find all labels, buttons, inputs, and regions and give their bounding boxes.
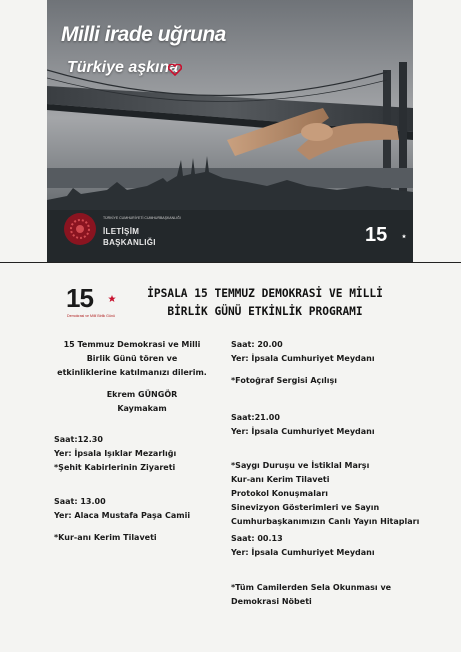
event-place: Yer: İpsala Cumhuriyet Meydanı — [231, 548, 375, 557]
event-item: Protokol Konuşmaları — [231, 489, 329, 498]
invitation-line3: etkinliklerine katılmanızı dilerim. — [57, 368, 207, 377]
hero-15-badge — [365, 224, 409, 248]
crescent-star-red-icon — [92, 286, 118, 312]
event-item: Kur-anı Kerim Tilaveti — [231, 475, 330, 484]
event-place: Yer: İpsala Işıklar Mezarlığı — [54, 449, 177, 458]
hero-subtitle-text: Türkiye aşkına — [67, 59, 179, 76]
event-time: Saat:12.30 — [54, 435, 103, 444]
event-time: Saat: 13.00 — [54, 497, 106, 506]
org-top-text: TÜRKİYE CUMHURİYETİ CUMHURBAŞKANLIĞI — [103, 216, 181, 220]
hero-subtitle — [67, 59, 178, 77]
event-time: Saat: 20.00 — [231, 340, 283, 349]
event-item: *Tüm Camilerden Sela Okunması ve — [231, 583, 392, 592]
event-1300 — [54, 495, 190, 523]
hero-title: Milli irade uğruna — [61, 23, 226, 46]
event-2100 — [231, 411, 375, 439]
event-time: Saat:21.00 — [231, 413, 280, 422]
emblem-icon — [63, 212, 97, 246]
event-1230 — [54, 433, 176, 475]
org-name-line1: İLETİŞİM — [103, 227, 140, 236]
hero-15-number: 15 — [365, 224, 388, 246]
signatory-role: Kaymakam — [117, 404, 167, 413]
event-item: *Kur-anı Kerim Tilaveti — [54, 533, 157, 542]
event-0013-items — [231, 581, 391, 609]
event-item: *Şehit Kabirlerinin Ziyareti — [54, 463, 176, 472]
signatory-name: Ekrem GÜNGÖR — [106, 390, 178, 399]
program-title — [130, 285, 400, 321]
iletisim-baskanligi-logo — [61, 207, 191, 251]
hero-image — [47, 0, 413, 262]
event-place: Yer: İpsala Cumhuriyet Meydanı — [231, 354, 375, 363]
org-name-line2: BAŞKANLIĞI — [103, 238, 156, 247]
event-item: Sinevizyon Gösterimleri ve Sayın — [231, 503, 380, 512]
program-title-line1: İPSALA 15 TEMMUZ DEMOKRASİ VE MİLLİ — [147, 287, 383, 300]
event-item: Demokrasi Nöbeti — [231, 597, 312, 606]
logo-caption: Demokrasi ve Millî Birlik Günü — [67, 314, 115, 318]
event-place: Yer: İpsala Cumhuriyet Meydanı — [231, 427, 375, 436]
program-title-line2: BİRLİK GÜNÜ ETKİNLİK PROGRAMI — [167, 305, 363, 318]
15-temmuz-logo — [60, 281, 122, 325]
invitation-line2: Birlik Günü tören ve — [86, 354, 178, 363]
event-0013 — [231, 532, 375, 560]
event-item: Cumhurbaşkanımızın Canlı Yayın Hitapları — [231, 517, 420, 526]
event-place: Yer: Alaca Mustafa Paşa Camii — [54, 511, 191, 520]
event-item: *Saygı Duruşu ve İstiklal Marşı — [231, 461, 370, 470]
heart-icon — [168, 64, 182, 76]
event-2100-items — [231, 459, 419, 529]
event-item: *Fotoğraf Sergisi Açılışı — [231, 376, 338, 385]
logo-15-number: 15 — [66, 283, 93, 313]
event-2000 — [231, 338, 375, 366]
invitation-line1: 15 Temmuz Demokrasi ve Milli — [63, 340, 201, 349]
crescent-star-icon — [393, 229, 407, 243]
signature-block — [82, 388, 202, 416]
event-2000-item — [231, 374, 337, 388]
section-divider — [0, 262, 461, 263]
event-1300-item — [54, 531, 157, 545]
invitation-text — [52, 338, 212, 380]
event-time: Saat: 00.13 — [231, 534, 283, 543]
